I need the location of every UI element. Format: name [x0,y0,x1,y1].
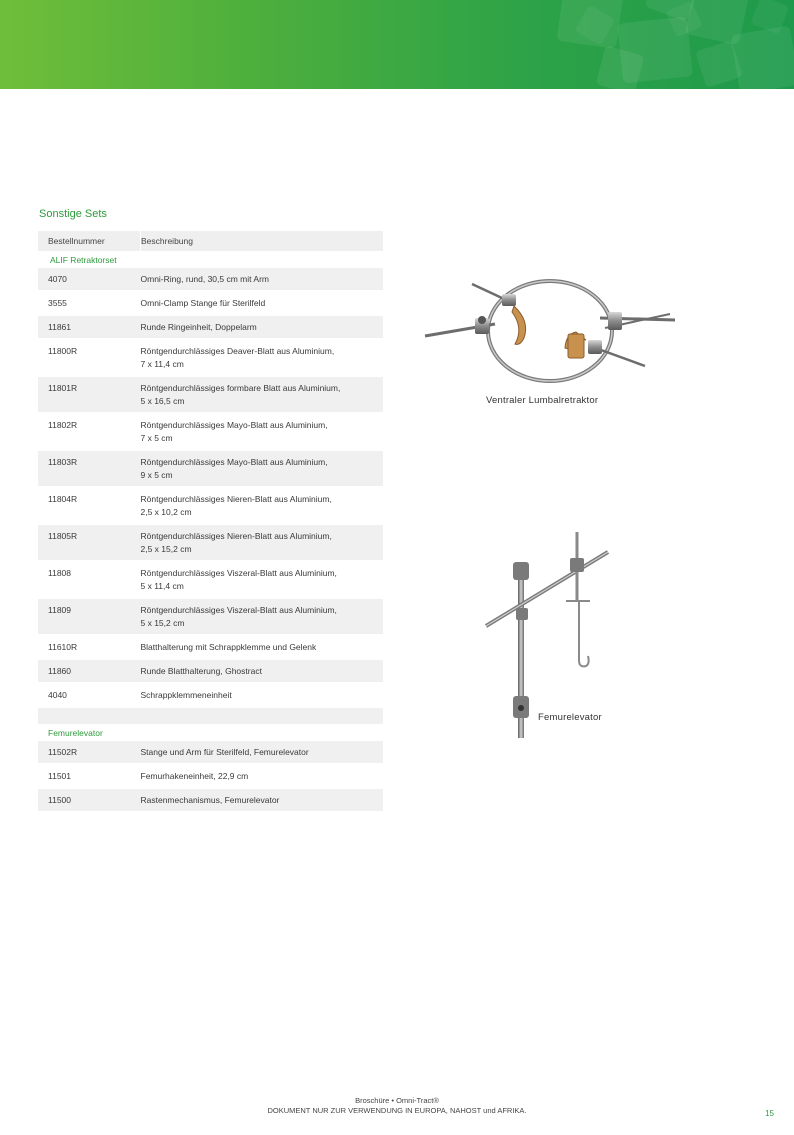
table-row [38,524,383,561]
table-row [38,376,383,413]
table-row [38,741,383,764]
row-code: 4040 [38,683,141,707]
row-code: 11800R [38,339,141,376]
retractor-caption: Ventraler Lumbalretraktor [486,395,599,406]
row-code: 4070 [38,268,141,291]
row-code: 11805R [38,524,141,561]
row-description: Blatthalterung mit Schrappklemme und Gelenk [141,635,384,659]
row-description: Röntgendurchlässiges Deaver-Blatt aus Aluminium, 7 x 11,4 cm [141,339,384,376]
row-description: Rastenmechanismus, Femurelevator [141,788,384,812]
table-row [38,561,383,598]
row-description: Stange und Arm für Sterilfeld, Femurelevator [141,741,384,764]
table-row [38,268,383,291]
row-description: Runde Ringeinheit, Doppelarm [141,315,384,339]
row-code: 11502R [38,741,141,764]
section-title: Sonstige Sets [39,208,107,220]
table-row [38,450,383,487]
product-table [38,231,383,813]
row-description: Röntgendurchlässiges Viszeral-Blatt aus Aluminium, 5 x 15,2 cm [141,598,384,635]
retractor-image [420,276,680,392]
row-code: 11610R [38,635,141,659]
table-row [38,339,383,376]
group-row-alif [38,251,383,268]
group-title-alif: ALIF Retraktorset [50,254,117,265]
column-header-code: Bestellnummer [38,231,141,251]
table-spacer-row [38,707,383,724]
row-description: Röntgendurchlässiges Mayo-Blatt aus Aluminium, 7 x 5 cm [141,413,384,450]
row-code: 11809 [38,598,141,635]
row-description: Omni-Ring, rund, 30,5 cm mit Arm [141,268,384,291]
row-code: 11860 [38,659,141,683]
table-row [38,764,383,788]
row-description: Omni-Clamp Stange für Sterilfeld [141,291,384,315]
row-code: 11801R [38,376,141,413]
row-code: 11804R [38,487,141,524]
femurelevator-image [480,528,620,740]
row-code: 11802R [38,413,141,450]
row-description: Röntgendurchlässiges Mayo-Blatt aus Aluminium, 9 x 5 cm [141,450,384,487]
row-description: Röntgendurchlässiges Nieren-Blatt aus Aluminium, 2,5 x 10,2 cm [141,487,384,524]
row-code: 11803R [38,450,141,487]
table-row [38,788,383,812]
table-row [38,487,383,524]
row-code: 11861 [38,315,141,339]
table-row [38,413,383,450]
table-header-row [38,231,383,251]
footer-brochure: Broschüre • Omni-Tract® [355,1096,439,1105]
group-row-femurelevator [38,724,383,741]
row-code: 11808 [38,561,141,598]
banner-pattern [0,0,794,89]
column-header-description: Beschreibung [141,231,384,251]
table-row [38,659,383,683]
row-code: 11500 [38,788,141,812]
header-banner [0,0,794,89]
row-code: 11501 [38,764,141,788]
table-row [38,315,383,339]
row-description: Schrappklemmeneinheit [141,683,384,707]
row-description: Röntgendurchlässiges Viszeral-Blatt aus Aluminium, 5 x 11,4 cm [141,561,384,598]
row-description: Röntgendurchlässiges Nieren-Blatt aus Aluminium, 2,5 x 15,2 cm [141,524,384,561]
table-row [38,291,383,315]
table-row [38,598,383,635]
group-title-femurelevator: Femurelevator [48,727,103,738]
row-description: Röntgendurchlässiges formbare Blatt aus Aluminium, 5 x 16,5 cm [141,376,384,413]
footer-disclaimer: DOKUMENT NUR ZUR VERWENDUNG IN EUROPA, NAHOST und AFRIKA. [267,1106,527,1115]
table-row [38,635,383,659]
femurelevator-caption: Femurelevator [538,712,602,723]
row-description: Femurhakeneinheit, 22,9 cm [141,764,384,788]
row-description: Runde Blatthalterung, Ghostract [141,659,384,683]
row-code: 3555 [38,291,141,315]
table-row [38,683,383,707]
page-number: 15 [765,1109,774,1118]
